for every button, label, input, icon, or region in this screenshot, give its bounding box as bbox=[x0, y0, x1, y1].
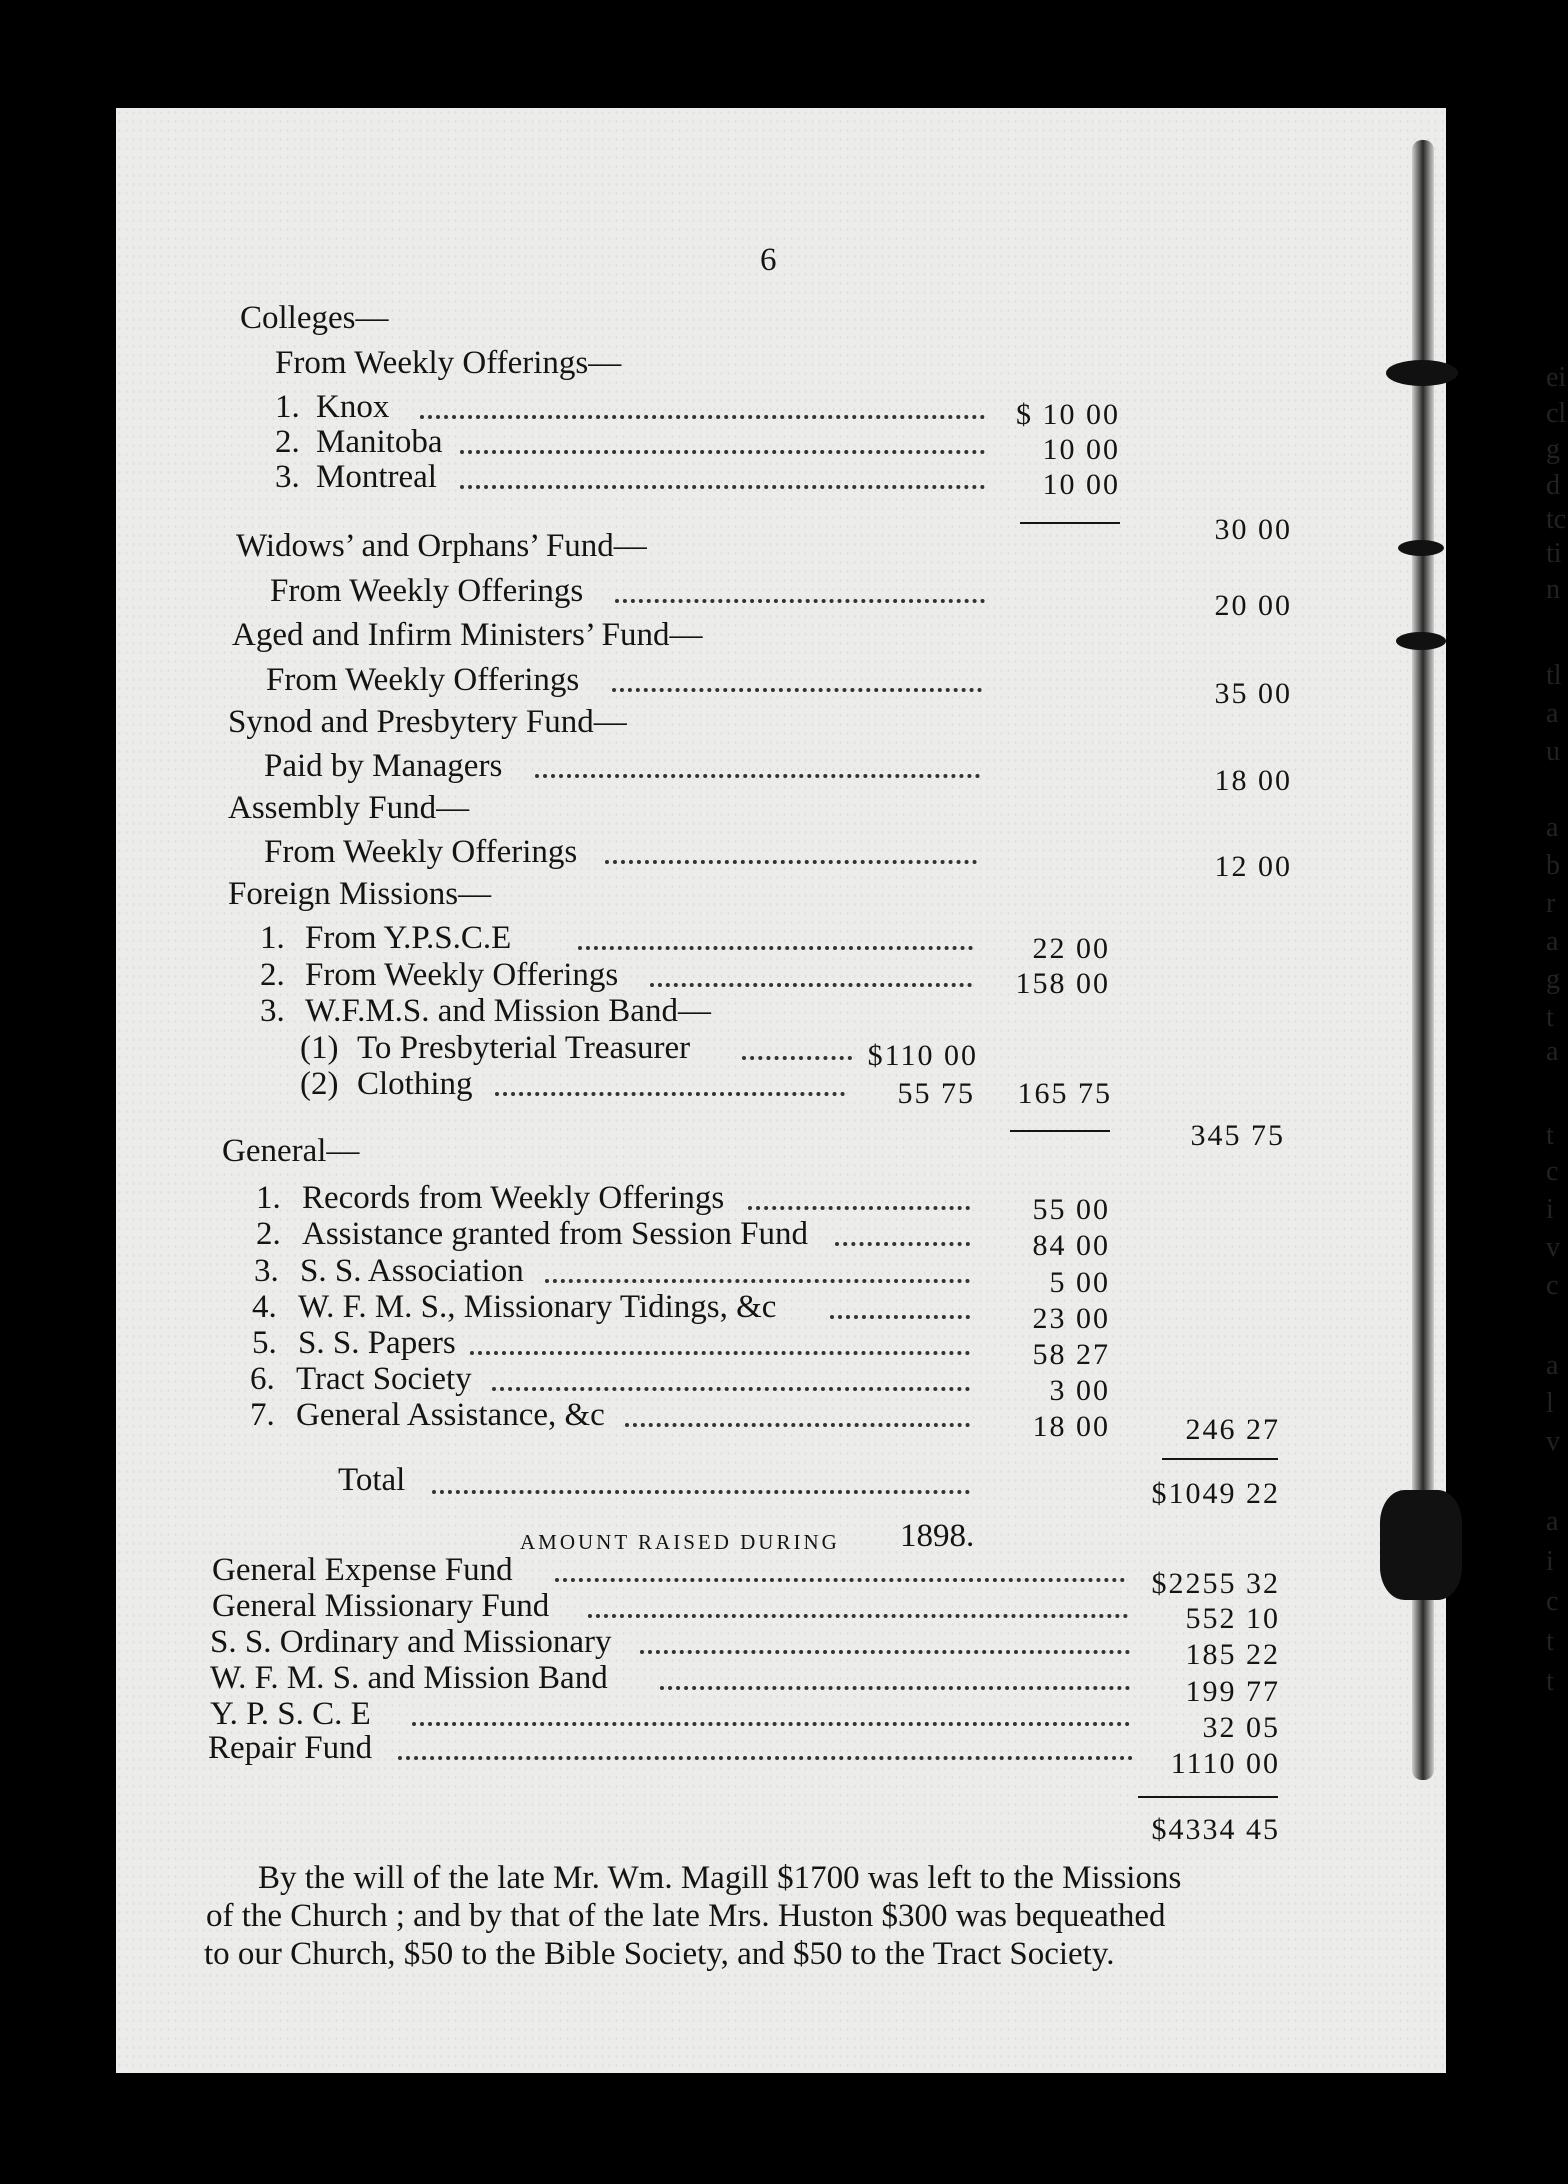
raised-item-amount: 185 22 bbox=[1185, 1638, 1280, 1671]
leader-dots bbox=[545, 1279, 970, 1283]
leader-dots bbox=[615, 599, 985, 603]
next-page-fragment: tc bbox=[1546, 504, 1567, 535]
line-item-num: 3. bbox=[275, 459, 300, 495]
section-heading-foreign: Foreign Missions— bbox=[228, 876, 492, 912]
subtotal-rule bbox=[1010, 1130, 1110, 1132]
raised-item-amount: $2255 32 bbox=[1151, 1567, 1280, 1600]
line-item-label: Manitoba bbox=[316, 424, 443, 460]
next-page-fragment: g bbox=[1546, 434, 1560, 465]
bequest-note-line: By the will of the late Mr. Wm. Magill $1700 was left to the Missions bbox=[258, 1860, 1182, 1896]
next-page-fragment: a bbox=[1546, 1506, 1559, 1537]
leader-dots bbox=[492, 1387, 970, 1391]
next-page-fragment: c bbox=[1546, 1586, 1559, 1617]
next-page-fragment: c bbox=[1546, 1270, 1559, 1301]
next-page-fragment: a bbox=[1546, 812, 1559, 843]
leader-dots bbox=[612, 688, 982, 692]
line-item-num: 7. bbox=[250, 1397, 275, 1433]
line-item-label: W.F.M.S. and Mission Band— bbox=[305, 993, 711, 1029]
section-sub-assembly: From Weekly Offerings bbox=[264, 834, 578, 870]
leader-dots bbox=[470, 1351, 970, 1355]
section-sub-widows: From Weekly Offerings bbox=[270, 573, 584, 609]
line-item-num: 2. bbox=[256, 1216, 281, 1252]
leader-dots bbox=[835, 1242, 970, 1246]
next-page-fragment: c bbox=[1546, 1156, 1559, 1187]
binding-clip bbox=[1398, 540, 1444, 556]
next-page-fragment: t bbox=[1546, 1002, 1554, 1033]
line-item-num: 2. bbox=[275, 424, 300, 460]
section-total: 35 00 bbox=[1214, 677, 1292, 710]
section-sub-aged: From Weekly Offerings bbox=[266, 662, 580, 698]
grand-total-label: Total bbox=[338, 1462, 406, 1498]
raised-total: $4334 45 bbox=[1151, 1813, 1280, 1846]
leader-dots bbox=[650, 983, 972, 987]
binding-clip bbox=[1396, 632, 1446, 650]
line-item-num: 1. bbox=[260, 920, 285, 956]
line-item-amount: 165 75 bbox=[1017, 1077, 1112, 1110]
next-page-fragment: i bbox=[1546, 1546, 1554, 1577]
leader-dots bbox=[640, 1650, 1130, 1654]
line-item-label: Assistance granted from Session Fund bbox=[302, 1216, 808, 1252]
line-item-label: From Weekly Offerings bbox=[305, 957, 619, 993]
line-item-label: Records from Weekly Offerings bbox=[302, 1180, 725, 1216]
sub-item-num: (2) bbox=[300, 1066, 339, 1102]
sub-item-amount: 55 75 bbox=[897, 1077, 975, 1110]
leader-dots bbox=[460, 485, 985, 489]
line-item-label: W. F. M. S., Missionary Tidings, &c bbox=[298, 1289, 777, 1325]
raised-item-label: General Missionary Fund bbox=[212, 1588, 550, 1624]
leader-dots bbox=[625, 1423, 970, 1427]
section-heading-general: General— bbox=[222, 1133, 360, 1169]
sub-item-label: Clothing bbox=[357, 1066, 473, 1102]
next-page-fragment: t bbox=[1546, 1666, 1554, 1697]
leader-dots bbox=[742, 1056, 852, 1060]
section-total: 18 00 bbox=[1214, 764, 1292, 797]
leader-dots bbox=[748, 1206, 970, 1210]
next-page-fragment: n bbox=[1546, 574, 1560, 605]
next-page-fragment: i bbox=[1546, 1194, 1554, 1225]
next-page-fragment: ei bbox=[1546, 362, 1567, 393]
section-total: 20 00 bbox=[1214, 589, 1292, 622]
next-page-fragment: t bbox=[1546, 1626, 1554, 1657]
raised-item-amount: 1110 00 bbox=[1170, 1747, 1280, 1780]
leader-dots bbox=[460, 450, 985, 454]
next-page-fragment: cl bbox=[1546, 398, 1567, 429]
raised-item-amount: 32 05 bbox=[1202, 1711, 1280, 1744]
leader-dots bbox=[555, 1578, 1125, 1582]
line-item-num: 1. bbox=[256, 1180, 281, 1216]
line-item-label: General Assistance, &c bbox=[296, 1397, 605, 1433]
next-page-fragment: a bbox=[1546, 1350, 1559, 1381]
section-sub-colleges: From Weekly Offerings— bbox=[275, 345, 622, 381]
section-sub-synod: Paid by Managers bbox=[264, 748, 503, 784]
line-item-amount: 22 00 bbox=[1032, 932, 1110, 965]
leader-dots bbox=[578, 946, 973, 950]
raised-item-amount: 552 10 bbox=[1185, 1602, 1280, 1635]
raised-item-label: S. S. Ordinary and Missionary bbox=[210, 1624, 612, 1660]
bequest-note-line: of the Church ; and by that of the late Mrs. Huston $300 was bequeathed bbox=[206, 1898, 1166, 1934]
raised-item-label: W. F. M. S. and Mission Band bbox=[210, 1660, 608, 1696]
section-heading-colleges: Colleges— bbox=[240, 300, 389, 336]
next-page-fragment: d bbox=[1546, 470, 1560, 501]
leader-dots bbox=[535, 774, 980, 778]
raised-year: 1898. bbox=[900, 1518, 975, 1554]
sub-item-num: (1) bbox=[300, 1030, 339, 1066]
next-page-fragment: v bbox=[1546, 1426, 1560, 1457]
section-total: 30 00 bbox=[1214, 513, 1292, 546]
next-page-fragment: l bbox=[1546, 1388, 1554, 1419]
leader-dots bbox=[830, 1315, 970, 1319]
line-item-label: S. S. Papers bbox=[298, 1325, 456, 1361]
subtotal-rule bbox=[1020, 522, 1120, 524]
leader-dots bbox=[495, 1092, 845, 1096]
line-item-num: 5. bbox=[252, 1325, 277, 1361]
line-item-amount: 10 00 bbox=[1042, 468, 1120, 501]
line-item-num: 3. bbox=[254, 1253, 279, 1289]
line-item-num: 4. bbox=[252, 1289, 277, 1325]
section-heading-widows: Widows’ and Orphans’ Fund— bbox=[236, 528, 647, 564]
line-item-label: From Y.P.S.C.E bbox=[305, 920, 512, 956]
page-number: 6 bbox=[760, 242, 777, 278]
line-item-num: 3. bbox=[260, 993, 285, 1029]
line-item-label: Montreal bbox=[316, 459, 437, 495]
line-item-amount: $ 10 00 bbox=[1016, 398, 1120, 431]
line-item-amount: 158 00 bbox=[1015, 967, 1110, 1000]
line-item-amount: 5 00 bbox=[1049, 1266, 1110, 1299]
raised-item-label: Y. P. S. C. E bbox=[210, 1696, 371, 1732]
next-page-fragment: v bbox=[1546, 1232, 1560, 1263]
next-page-fragment: a bbox=[1546, 926, 1559, 957]
line-item-label: Knox bbox=[316, 389, 390, 425]
line-item-amount: 58 27 bbox=[1032, 1338, 1110, 1371]
line-item-label: S. S. Association bbox=[300, 1253, 524, 1289]
leader-dots bbox=[432, 1490, 970, 1494]
leader-dots bbox=[660, 1686, 1130, 1690]
binding-clip bbox=[1386, 360, 1458, 386]
section-heading-aged: Aged and Infirm Ministers’ Fund— bbox=[232, 617, 703, 653]
section-total: 12 00 bbox=[1214, 850, 1292, 883]
bequest-note-line: to our Church, $50 to the Bible Society, and $50 to the Tract Society. bbox=[204, 1936, 1115, 1972]
leader-dots bbox=[398, 1756, 1133, 1760]
next-page-fragment: b bbox=[1546, 850, 1560, 881]
raised-item-label: Repair Fund bbox=[208, 1730, 373, 1766]
leader-dots bbox=[412, 1722, 1130, 1726]
leader-dots bbox=[605, 860, 977, 864]
line-item-amount: 10 00 bbox=[1042, 433, 1120, 466]
total-rule bbox=[1138, 1796, 1278, 1798]
section-heading-synod: Synod and Presbytery Fund— bbox=[228, 704, 627, 740]
line-item-amount: 55 00 bbox=[1032, 1193, 1110, 1226]
next-page-fragment: r bbox=[1546, 888, 1556, 919]
next-page-fragment: a bbox=[1546, 698, 1559, 729]
leader-dots bbox=[420, 415, 985, 419]
line-item-amount: 18 00 bbox=[1032, 1410, 1110, 1443]
next-page-fragment: tl bbox=[1546, 660, 1562, 691]
next-page-fragment: u bbox=[1546, 736, 1560, 767]
section-total: 345 75 bbox=[1190, 1119, 1285, 1152]
next-page-fragment: a bbox=[1546, 1036, 1559, 1067]
sub-item-label: To Presbyterial Treasurer bbox=[357, 1030, 691, 1066]
binding-clip bbox=[1380, 1490, 1462, 1600]
sub-item-amount: $110 00 bbox=[867, 1039, 978, 1072]
line-item-num: 1. bbox=[275, 389, 300, 425]
line-item-num: 6. bbox=[250, 1361, 275, 1397]
next-page-fragment: g bbox=[1546, 964, 1560, 995]
line-item-num: 2. bbox=[260, 957, 285, 993]
line-item-amount: 3 00 bbox=[1049, 1374, 1110, 1407]
raised-item-amount: 199 77 bbox=[1185, 1675, 1280, 1708]
next-page-fragment: t bbox=[1546, 1120, 1554, 1151]
grand-total-amount: $1049 22 bbox=[1151, 1477, 1280, 1510]
section-total: 246 27 bbox=[1185, 1413, 1280, 1446]
section-heading-assembly: Assembly Fund— bbox=[228, 790, 470, 826]
leader-dots bbox=[588, 1614, 1128, 1618]
raised-heading: AMOUNT RAISED DURING bbox=[520, 1530, 840, 1554]
line-item-amount: 23 00 bbox=[1032, 1302, 1110, 1335]
next-page-fragment: ti bbox=[1546, 538, 1562, 569]
raised-item-label: General Expense Fund bbox=[212, 1552, 513, 1588]
line-item-amount: 84 00 bbox=[1032, 1229, 1110, 1262]
line-item-label: Tract Society bbox=[296, 1361, 472, 1397]
total-rule bbox=[1162, 1458, 1278, 1460]
